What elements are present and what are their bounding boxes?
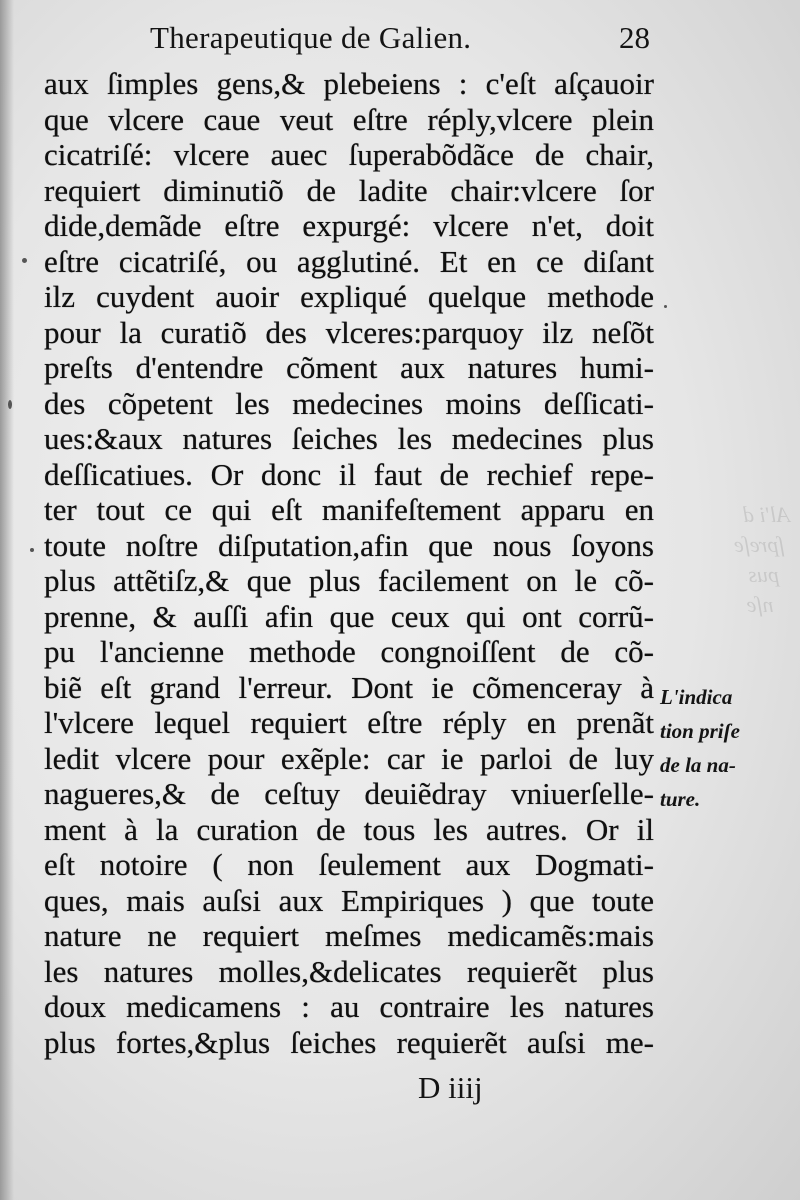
text-line: requiert diminutiõ de ladite chair:vlcere ſor (44, 172, 654, 208)
show-through-ink: Al'i d ſpreſe pus nſe (734, 502, 790, 617)
margin-note-line: L'indica (660, 685, 733, 709)
text-line: l'vlcere lequel requiert eſtre réply en prenãt (44, 705, 654, 740)
text-line: ues:&aux natures ſeiches les medecines plus (44, 421, 654, 456)
text-line: cicatriſé: vlcere auec ſuperabõdãce de chair, (44, 137, 654, 172)
text-line: aux ſimples gens,& plebeiens : c'eſt aſçauoir (44, 66, 654, 101)
text-line: eſtre cicatriſé, ou agglutiné. Et en ce diſant (44, 243, 654, 279)
page-edge-shadow (0, 0, 14, 1200)
page-number: 28 (619, 20, 650, 55)
text-line: pour la curatiõ des vlceres:parquoy ilz neſõt (44, 314, 654, 350)
text-line: ter tout ce qui eſt manifeſtement apparu en (44, 492, 654, 527)
text-line: eſt notoire ( non ſeulement aux Dogmati- (44, 847, 654, 882)
text-line: deſſicatiues. Or donc il faut de rechief repe- (44, 456, 654, 492)
text-line: nature ne requiert meſmes medicamẽs:mais (44, 918, 654, 953)
ink-fleck (664, 305, 667, 308)
page-header (150, 16, 650, 60)
text-line: plus attẽtiſz,& que plus facilement on le cõ- (44, 563, 654, 598)
text-line: ques, mais auſsi aux Empiriques ) que toute (44, 882, 654, 918)
text-line: nagueres,& de ceſtuy deuiẽdray vniuerſelle- (44, 776, 654, 811)
text-line: prenne, & auſſi afin que ceux qui ont corrũ- (44, 598, 654, 634)
running-title: Therapeutique de Galien. (150, 20, 472, 55)
signature-mark: D iiij (418, 1070, 483, 1105)
text-line: toute noſtre diſputation,afin que nous ſoyons (44, 527, 654, 563)
text-line: preſts d'entendre cõment aux natures humi- (44, 350, 654, 385)
text-line: que vlcere caue veut eſtre réply,vlcere plein (44, 101, 654, 137)
ink-fleck (22, 258, 27, 263)
text-line: ment à la curation de tous les autres. Or il (44, 811, 654, 847)
text-line: des cõpetent les medecines moins deſſicati- (44, 385, 654, 421)
text-line: ilz cuydent auoir expliqué quelque methode (44, 279, 654, 314)
text-line: ledit vlcere pour exẽple: car ie parloi de luy (44, 740, 654, 776)
text-line: dide,demãde eſtre expurgé: vlcere n'et, doit (44, 208, 654, 243)
body-text (44, 66, 654, 1060)
ink-fleck (8, 400, 12, 409)
text-line: biẽ eſt grand l'erreur. Dont ie cõmenceray à (44, 669, 654, 705)
margin-note-line: tion priſe (660, 719, 740, 743)
margin-note (660, 680, 780, 816)
margin-note-line: ture. (660, 787, 701, 811)
margin-note-line: de la na- (660, 753, 736, 777)
ink-fleck (30, 548, 34, 552)
text-line: les natures molles,&delicates requierẽt plus (44, 953, 654, 989)
text-line: pu l'ancienne methode congnoiſſent de cõ- (44, 634, 654, 669)
text-line: plus fortes,&plus ſeiches requierẽt auſsi me- (44, 1024, 654, 1060)
text-line: doux medicamens : au contraire les natures (44, 989, 654, 1024)
